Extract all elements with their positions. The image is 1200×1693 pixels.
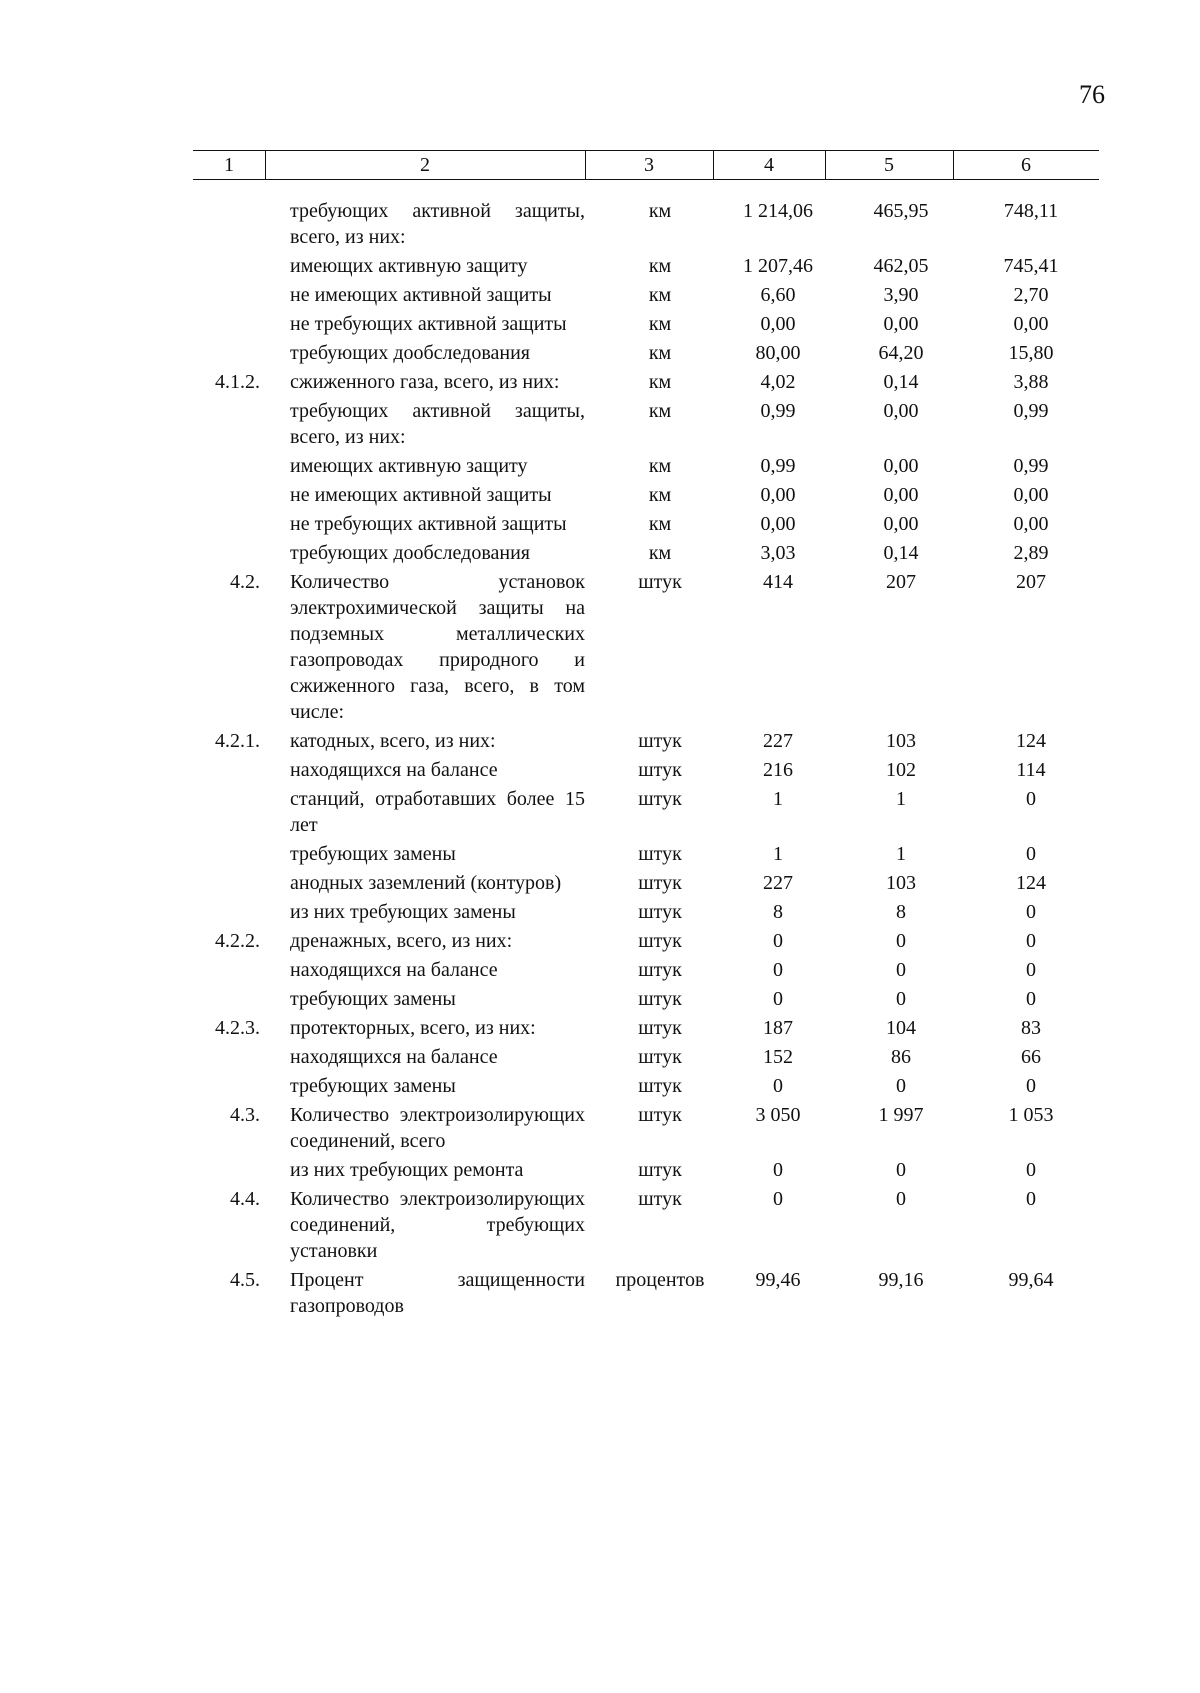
page-number: 76 bbox=[1079, 80, 1105, 109]
value-col-6: 2,89 bbox=[1013, 542, 1049, 564]
value-col-6: 0 bbox=[1026, 901, 1036, 923]
unit-cell: штук bbox=[638, 1075, 682, 1097]
value-col-6: 1 053 bbox=[1008, 1104, 1054, 1126]
row-number: 4.2.2. bbox=[215, 930, 260, 952]
value-col-4: 0,00 bbox=[760, 313, 796, 335]
indicator-name: имеющих активную защиту bbox=[290, 455, 528, 477]
value-col-4: 0,00 bbox=[760, 513, 796, 535]
table-row bbox=[0, 728, 1200, 754]
unit-cell: км bbox=[648, 455, 672, 477]
unit-cell: км bbox=[648, 342, 672, 364]
value-col-5: 8 bbox=[896, 901, 906, 923]
value-col-6: 0 bbox=[1026, 1188, 1036, 1210]
indicator-name: требующих активной защиты, всего, из них: bbox=[290, 400, 585, 448]
indicator-name: имеющих активную защиту bbox=[290, 255, 528, 277]
value-col-4: 216 bbox=[763, 759, 793, 781]
row-number: 4.1.2. bbox=[215, 371, 260, 393]
value-col-5: 0,14 bbox=[883, 371, 919, 393]
unit-cell: штук bbox=[638, 843, 682, 865]
value-col-6: 0 bbox=[1026, 1075, 1036, 1097]
indicator-name: не требующих активной защиты bbox=[290, 313, 567, 335]
value-col-4: 0 bbox=[773, 1159, 783, 1181]
indicator-name: дренажных, всего, из них: bbox=[290, 930, 513, 952]
header-col-4: 4 bbox=[764, 154, 774, 176]
table-row bbox=[0, 870, 1200, 896]
value-col-6: 3,88 bbox=[1013, 371, 1049, 393]
table-row bbox=[0, 198, 1200, 250]
value-col-4: 3 050 bbox=[755, 1104, 801, 1126]
indicator-name: анодных заземлений (контуров) bbox=[290, 872, 562, 894]
unit-cell: штук bbox=[638, 901, 682, 923]
unit-cell: км bbox=[648, 484, 672, 506]
value-col-6: 0 bbox=[1026, 930, 1036, 952]
value-col-4: 0 bbox=[773, 988, 783, 1010]
value-col-4: 0 bbox=[773, 959, 783, 981]
value-col-4: 152 bbox=[763, 1046, 793, 1068]
row-number: 4.2.1. bbox=[215, 730, 260, 752]
row-number: 4.3. bbox=[230, 1104, 260, 1126]
unit-cell: км bbox=[648, 371, 672, 393]
table-row bbox=[0, 1157, 1200, 1183]
indicator-name: требующих замены bbox=[290, 1075, 456, 1097]
value-col-6: 0,99 bbox=[1013, 400, 1049, 422]
table-row bbox=[0, 1267, 1200, 1319]
value-col-5: 0 bbox=[896, 1159, 906, 1181]
row-number: 4.2.3. bbox=[215, 1017, 260, 1039]
unit-cell: штук bbox=[638, 1017, 682, 1039]
table-row bbox=[0, 340, 1200, 366]
value-col-4: 0 bbox=[773, 1188, 783, 1210]
value-col-4: 1 bbox=[773, 843, 783, 865]
table-row bbox=[0, 1044, 1200, 1070]
unit-cell: км bbox=[648, 513, 672, 535]
value-col-6: 207 bbox=[1016, 571, 1046, 593]
table-row bbox=[0, 398, 1200, 450]
value-col-6: 748,11 bbox=[1003, 200, 1059, 222]
value-col-6: 99,64 bbox=[1008, 1269, 1054, 1291]
value-col-5: 1 997 bbox=[878, 1104, 924, 1126]
value-col-5: 99,16 bbox=[878, 1269, 924, 1291]
unit-cell: штук bbox=[638, 1104, 682, 1126]
unit-cell: штук bbox=[638, 959, 682, 981]
value-col-6: 0 bbox=[1026, 988, 1036, 1010]
unit-cell: штук bbox=[638, 571, 682, 593]
indicator-name: сжиженного газа, всего, из них: bbox=[290, 371, 560, 393]
unit-cell: штук bbox=[638, 1188, 682, 1210]
value-col-6: 0,00 bbox=[1013, 313, 1049, 335]
indicator-name: находящихся на балансе bbox=[290, 959, 498, 981]
value-col-6: 0 bbox=[1026, 1159, 1036, 1181]
table-row bbox=[0, 540, 1200, 566]
value-col-4: 1 207,46 bbox=[743, 255, 813, 277]
unit-cell: штук bbox=[638, 788, 682, 810]
value-col-6: 0,00 bbox=[1013, 484, 1049, 506]
table-row bbox=[0, 786, 1200, 838]
value-col-5: 64,20 bbox=[878, 342, 924, 364]
value-col-6: 0 bbox=[1026, 788, 1036, 810]
value-col-5: 0 bbox=[896, 1188, 906, 1210]
unit-cell: процентов bbox=[615, 1269, 705, 1291]
indicator-name: из них требующих ремонта bbox=[290, 1159, 524, 1181]
table-header bbox=[193, 150, 1099, 180]
value-col-6: 0,00 bbox=[1013, 513, 1049, 535]
value-col-4: 0,99 bbox=[760, 400, 796, 422]
indicator-name: не имеющих активной защиты bbox=[290, 484, 552, 506]
value-col-4: 0,00 bbox=[760, 484, 796, 506]
header-col-5: 5 bbox=[884, 154, 894, 176]
unit-cell: штук bbox=[638, 759, 682, 781]
table-row bbox=[0, 957, 1200, 983]
value-col-5: 103 bbox=[886, 730, 916, 752]
value-col-4: 187 bbox=[763, 1017, 793, 1039]
value-col-6: 15,80 bbox=[1008, 342, 1054, 364]
value-col-5: 86 bbox=[891, 1046, 911, 1068]
header-col-3: 3 bbox=[644, 154, 654, 176]
value-col-4: 227 bbox=[763, 872, 793, 894]
table-row bbox=[0, 369, 1200, 395]
unit-cell: штук bbox=[638, 1159, 682, 1181]
value-col-5: 0,00 bbox=[883, 484, 919, 506]
value-col-4: 0 bbox=[773, 1075, 783, 1097]
indicator-name: Процент защищенности газопроводов bbox=[290, 1269, 585, 1317]
indicator-name: требующих замены bbox=[290, 843, 456, 865]
value-col-5: 102 bbox=[886, 759, 916, 781]
table-row bbox=[0, 986, 1200, 1012]
table-row bbox=[0, 1073, 1200, 1099]
table-row bbox=[0, 1186, 1200, 1264]
indicator-name: требующих активной защиты, всего, из них: bbox=[290, 200, 585, 248]
value-col-5: 0 bbox=[896, 1075, 906, 1097]
header-col-2: 2 bbox=[420, 154, 430, 176]
indicator-name: из них требующих замены bbox=[290, 901, 516, 923]
value-col-5: 0,14 bbox=[883, 542, 919, 564]
value-col-4: 3,03 bbox=[760, 542, 796, 564]
value-col-5: 0 bbox=[896, 988, 906, 1010]
indicator-name: Количество электроизолирующих соединений, всего bbox=[290, 1104, 585, 1152]
value-col-5: 0,00 bbox=[883, 400, 919, 422]
indicator-name: требующих дообследования bbox=[290, 342, 530, 364]
indicator-name: не требующих активной защиты bbox=[290, 513, 567, 535]
table-row bbox=[0, 253, 1200, 279]
value-col-6: 0 bbox=[1026, 843, 1036, 865]
row-number: 4.5. bbox=[230, 1269, 260, 1291]
value-col-5: 0 bbox=[896, 959, 906, 981]
value-col-4: 8 bbox=[773, 901, 783, 923]
value-col-4: 0 bbox=[773, 930, 783, 952]
unit-cell: км bbox=[648, 400, 672, 422]
indicator-name: Количество установок электрохимической защиты на подземных металлических газопроводах природного и сжиженного газа, всего, в том числе: bbox=[290, 571, 585, 723]
table-row bbox=[0, 453, 1200, 479]
indicator-name: станций, отработавших более 15 лет bbox=[290, 788, 585, 836]
indicator-name: Количество электроизолирующих соединений, требующих установки bbox=[290, 1188, 585, 1262]
unit-cell: км bbox=[648, 284, 672, 306]
value-col-4: 6,60 bbox=[760, 284, 796, 306]
unit-cell: штук bbox=[638, 730, 682, 752]
unit-cell: км bbox=[648, 255, 672, 277]
indicator-name: не имеющих активной защиты bbox=[290, 284, 552, 306]
value-col-4: 227 bbox=[763, 730, 793, 752]
indicator-name: протекторных, всего, из них: bbox=[290, 1017, 536, 1039]
value-col-6: 66 bbox=[1021, 1046, 1041, 1068]
unit-cell: км bbox=[648, 313, 672, 335]
value-col-4: 414 bbox=[763, 571, 793, 593]
value-col-4: 0,99 bbox=[760, 455, 796, 477]
indicator-name: требующих дообследования bbox=[290, 542, 530, 564]
value-col-5: 0,00 bbox=[883, 313, 919, 335]
value-col-5: 1 bbox=[896, 788, 906, 810]
value-col-5: 103 bbox=[886, 872, 916, 894]
unit-cell: штук bbox=[638, 988, 682, 1010]
indicator-name: находящихся на балансе bbox=[290, 759, 498, 781]
value-col-5: 0 bbox=[896, 930, 906, 952]
table-row bbox=[0, 757, 1200, 783]
value-col-5: 0,00 bbox=[883, 455, 919, 477]
value-col-4: 1 214,06 bbox=[743, 200, 813, 222]
header-col-6: 6 bbox=[1021, 154, 1031, 176]
value-col-4: 1 bbox=[773, 788, 783, 810]
table-row bbox=[0, 511, 1200, 537]
value-col-4: 80,00 bbox=[755, 342, 801, 364]
value-col-5: 104 bbox=[886, 1017, 916, 1039]
indicator-name: требующих замены bbox=[290, 988, 456, 1010]
value-col-6: 0,99 bbox=[1013, 455, 1049, 477]
table-row bbox=[0, 569, 1200, 725]
value-col-5: 3,90 bbox=[883, 284, 919, 306]
value-col-6: 124 bbox=[1016, 872, 1046, 894]
table-row bbox=[0, 899, 1200, 925]
value-col-6: 2,70 bbox=[1013, 284, 1049, 306]
table-row bbox=[0, 1102, 1200, 1154]
row-number: 4.4. bbox=[230, 1188, 260, 1210]
table-body bbox=[0, 198, 1200, 1322]
unit-cell: км bbox=[648, 542, 672, 564]
table-row bbox=[0, 841, 1200, 867]
value-col-5: 0,00 bbox=[883, 513, 919, 535]
unit-cell: км bbox=[648, 200, 672, 222]
value-col-5: 465,95 bbox=[873, 200, 929, 222]
value-col-5: 1 bbox=[896, 843, 906, 865]
row-number: 4.2. bbox=[230, 571, 260, 593]
value-col-4: 99,46 bbox=[755, 1269, 801, 1291]
table-row bbox=[0, 928, 1200, 954]
unit-cell: штук bbox=[638, 1046, 682, 1068]
table-row bbox=[0, 282, 1200, 308]
unit-cell: штук bbox=[638, 872, 682, 894]
value-col-6: 745,41 bbox=[1003, 255, 1059, 277]
table-row bbox=[0, 482, 1200, 508]
table-row bbox=[0, 1015, 1200, 1041]
unit-cell: штук bbox=[638, 930, 682, 952]
value-col-6: 0 bbox=[1026, 959, 1036, 981]
value-col-5: 462,05 bbox=[873, 255, 929, 277]
value-col-5: 207 bbox=[886, 571, 916, 593]
value-col-6: 124 bbox=[1016, 730, 1046, 752]
value-col-4: 4,02 bbox=[760, 371, 796, 393]
header-col-1: 1 bbox=[224, 154, 234, 176]
table-row bbox=[0, 311, 1200, 337]
indicator-name: катодных, всего, из них: bbox=[290, 730, 496, 752]
value-col-6: 114 bbox=[1016, 759, 1046, 781]
indicator-name: находящихся на балансе bbox=[290, 1046, 498, 1068]
value-col-6: 83 bbox=[1021, 1017, 1041, 1039]
